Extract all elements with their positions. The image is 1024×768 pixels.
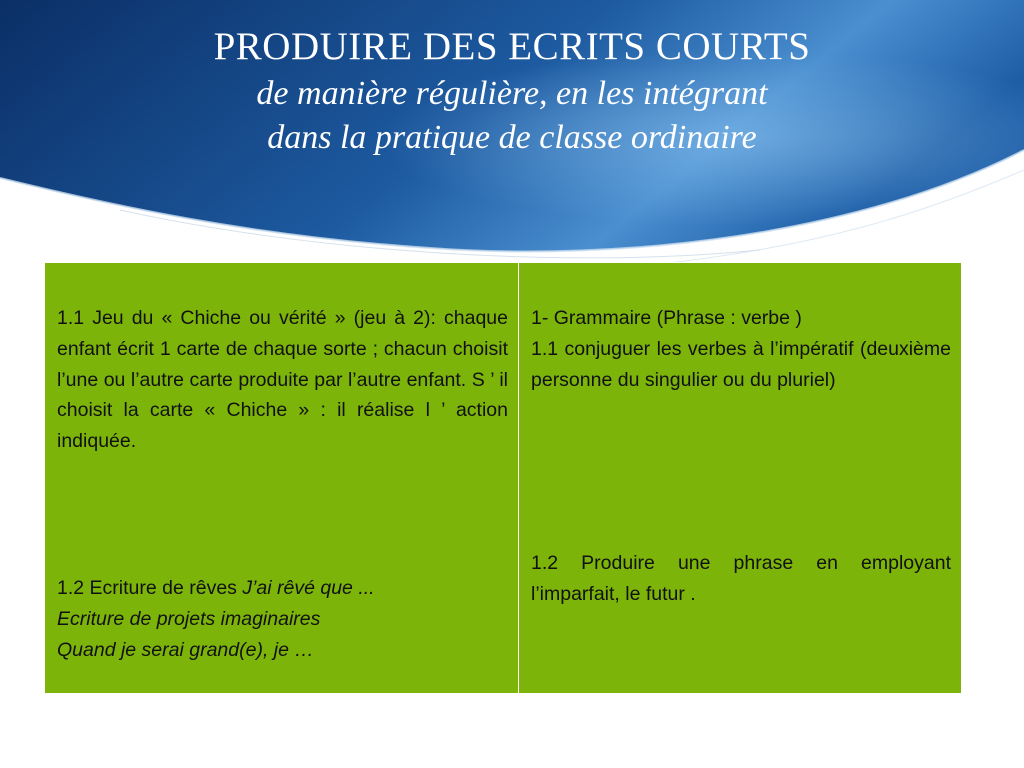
grammar-item-1-2: 1.2 Produire une phrase en employant l’imparfait, le futur . (531, 552, 951, 605)
right-cell (519, 263, 962, 694)
grammar-block (531, 303, 951, 395)
activity-1-2-line-3: Quand je serai grand(e), je … (57, 638, 314, 661)
activity-1-1: 1.1 Jeu du « Chiche ou vérité » (jeu à 2): chaque enfant écrit 1 carte de chaque sorte ; chacun choisit l’une ou l’autre carte produite par l’autre enfant. S ’ il choisit la carte « Chiche » : il réalise l ’ action indiquée. (57, 307, 508, 453)
grammar-item-1-1: 1.1 conjuguer les verbes à l’impératif (deuxième personne du singulier ou du pluriel) (531, 337, 951, 391)
slide-subtitle-line-1: de manière régulière, en les intégrant (256, 75, 768, 112)
activity-1-2 (57, 573, 508, 665)
activities-table (44, 262, 962, 694)
title-block (0, 22, 1024, 160)
activity-1-2-line-2: Ecriture de projets imaginaires (57, 607, 321, 630)
slide-title: PRODUIRE DES ECRITS COURTS (213, 25, 811, 68)
grammar-heading: 1- Grammaire (Phrase : verbe ) (531, 307, 802, 329)
slide-subtitle-line-2: dans la pratique de classe ordinaire (267, 119, 757, 156)
activity-1-2-prefix: 1.2 Ecriture de rêves (57, 577, 243, 599)
activity-1-2-example: J’ai rêvé que ... (242, 577, 375, 599)
left-cell (45, 263, 519, 694)
